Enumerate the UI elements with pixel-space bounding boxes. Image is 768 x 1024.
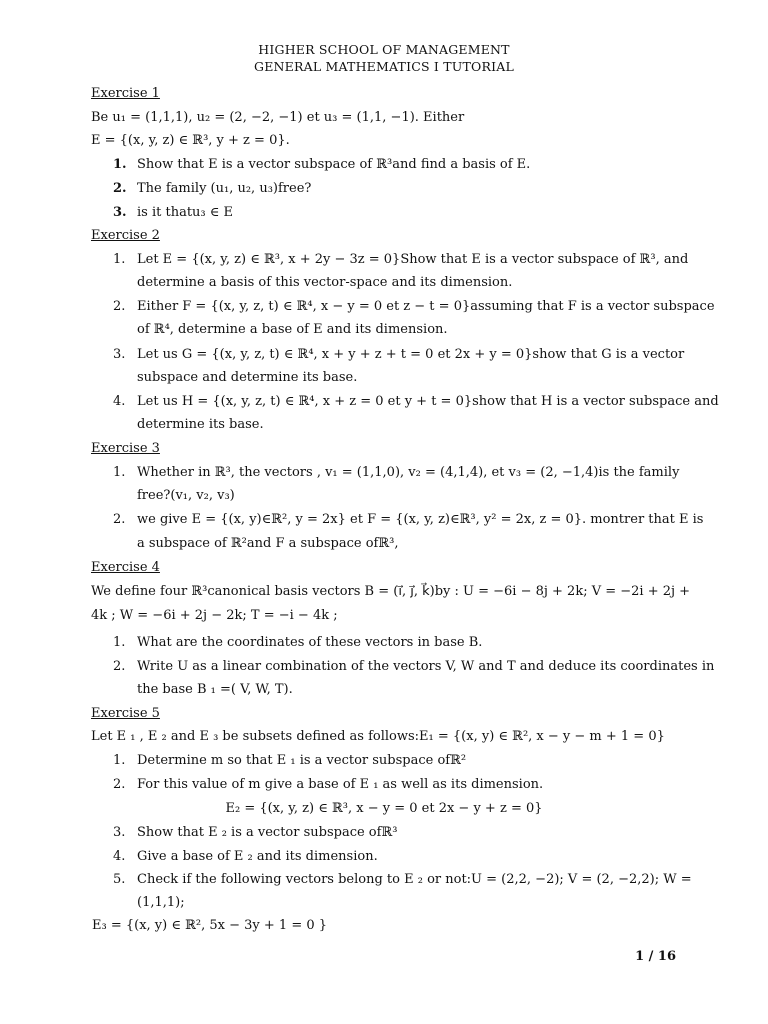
exercise-5-e2-definition: E₂ = {(x, y, z) ∈ ℝ³, x − y = 0 et 2x − y + z = 0} xyxy=(225,801,543,816)
exercise-2-item-4-line-1: Let us H = {(x, y, z, t) ∈ ℝ⁴, x + z = 0 et y + t = 0}show that H is a vector subspace and xyxy=(137,394,719,409)
exercise-2-item-4-line-2: determine its base. xyxy=(137,417,264,432)
exercise-4-item-1: What are the coordinates of these vectors in base B. xyxy=(137,635,483,650)
exercise-3-item-2-line-1: we give E = {(x, y)∈ℝ², y = 2x} et F = {(x, y, z)∈ℝ³, y² = 2x, z = 0}. montrer that E is xyxy=(137,512,704,527)
exercise-1-heading: Exercise 1 xyxy=(91,86,160,101)
exercise-2-item-2-line-2: of ℝ⁴, determine a base of E and its dimension. xyxy=(137,322,448,337)
header-course: GENERAL MATHEMATICS I TUTORIAL xyxy=(254,59,514,74)
exercise-4-heading: Exercise 4 xyxy=(91,560,160,575)
exercise-5-item-5-line-2: (1,1,1); xyxy=(137,895,185,910)
exercise-1-intro: Be u₁ = (1,1,1), u₂ = (2, −2, −1) et u₃ = (1,1, −1). Either xyxy=(91,110,465,125)
item-number: 3. xyxy=(113,825,126,840)
item-number: 3. xyxy=(113,347,126,362)
item-number: 1. xyxy=(113,635,126,650)
item-number: 4. xyxy=(113,849,126,864)
exercise-2-item-1-line-2: determine a basis of this vector-space and its dimension. xyxy=(137,275,513,290)
exercise-4-intro-line-2: 4k ; W = −6i + 2j − 2k; T = −i − 4k ; xyxy=(91,608,338,623)
item-number: 2. xyxy=(113,299,126,314)
item-number: 2. xyxy=(113,512,126,527)
exercise-2-heading: Exercise 2 xyxy=(91,228,160,243)
exercise-5-item-1: Determine m so that E ₁ is a vector subspace ofℝ² xyxy=(137,753,467,768)
exercise-5-item-2: For this value of m give a base of E ₁ as well as its dimension. xyxy=(137,777,544,792)
item-number: 2. xyxy=(113,659,126,674)
exercise-3-item-1-line-1: Whether in ℝ³, the vectors , v₁ = (1,1,0), v₂ = (4,1,4), et v₃ = (2, −1,4)is the family xyxy=(137,465,680,480)
exercise-5-e3-definition: E₃ = {(x, y) ∈ ℝ², 5x − 3y + 1 = 0 } xyxy=(92,918,328,933)
exercise-3-item-2-line-2: a subspace of ℝ²and F a subspace ofℝ³, xyxy=(137,536,399,551)
exercise-2-item-3-line-2: subspace and determine its base. xyxy=(137,370,358,385)
exercise-4-item-2-line-2: the base B ₁ =( V, W, T). xyxy=(137,682,293,697)
exercise-1-set: E = {(x, y, z) ∈ ℝ³, y + z = 0}. xyxy=(91,133,290,148)
item-number: 1. xyxy=(113,465,126,480)
item-number: 5. xyxy=(113,872,126,887)
exercise-5-item-3: Show that E ₂ is a vector subspace ofℝ³ xyxy=(137,825,398,840)
exercise-5-item-4: Give a base of E ₂ and its dimension. xyxy=(137,849,378,864)
item-number: 4. xyxy=(113,394,126,409)
exercise-1-item-3: is it thatu₃ ∈ E xyxy=(137,205,234,220)
exercise-1-item-2: The family (u₁, u₂, u₃)free? xyxy=(137,181,312,196)
exercise-3-heading: Exercise 3 xyxy=(91,441,160,456)
exercise-5-heading: Exercise 5 xyxy=(91,706,160,721)
exercise-4-item-2-line-1: Write U as a linear combination of the vectors V, W and T and deduce its coordinates in xyxy=(137,659,715,674)
exercise-2-item-1-line-1: Let E = {(x, y, z) ∈ ℝ³, x + 2y − 3z = 0}Show that E is a vector subspace of ℝ³, and xyxy=(137,252,689,267)
exercise-5-intro: Let E ₁ , E ₂ and E ₃ be subsets defined as follows:E₁ = {(x, y) ∈ ℝ², x − y − m + 1 = 0} xyxy=(91,729,665,744)
page-number: 1 / 16 xyxy=(635,949,676,964)
item-number: 1. xyxy=(113,157,127,172)
exercise-1-item-1: Show that E is a vector subspace of ℝ³and find a basis of E. xyxy=(137,157,531,172)
exercise-3-item-1-line-2: free?(v₁, v₂, v₃) xyxy=(137,488,235,503)
item-number: 3. xyxy=(113,205,127,220)
exercise-5-item-5-line-1: Check if the following vectors belong to E ₂ or not:U = (2,2, −2); V = (2, −2,2); W = xyxy=(137,872,692,887)
item-number: 1. xyxy=(113,252,126,267)
exercise-2-item-2-line-1: Either F = {(x, y, z, t) ∈ ℝ⁴, x − y = 0 et z − t = 0}assuming that F is a vector subspace xyxy=(137,299,715,314)
header-school: HIGHER SCHOOL OF MANAGEMENT xyxy=(258,42,510,57)
exercise-4-intro-line-1: We define four ℝ³canonical basis vectors B = (i⃗, j⃗, k⃗)by : U = −6i − 8j + 2k; V = −2i + 2j + xyxy=(91,584,691,599)
item-number: 1. xyxy=(113,753,126,768)
exercise-2-item-3-line-1: Let us G = {(x, y, z, t) ∈ ℝ⁴, x + y + z + t = 0 et 2x + y = 0}show that G is a vector xyxy=(137,347,685,362)
item-number: 2. xyxy=(113,777,126,792)
item-number: 2. xyxy=(113,181,127,196)
